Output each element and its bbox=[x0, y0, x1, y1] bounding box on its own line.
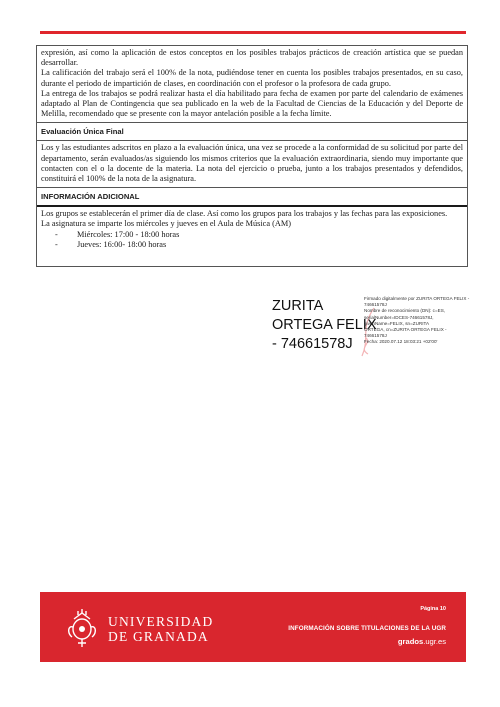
schedule-list bbox=[41, 230, 463, 250]
schedule-item-text: Jueves: 16:00- 18:00 horas bbox=[77, 239, 167, 249]
digital-signature-details: Firmado digitalmente por ZURITA ORTEGA FELIX - 74661578J Nombre de reconocimiento (DN): c=ES, serialNumber=IDCES-74661578J, givenName=FELIX, sn=ZURITA ORTEGA, cn=ZURITA ORTEGA FELIX - 74661578J Fecha: 2020.07.12 18:03:21 +02'00' bbox=[364, 296, 470, 345]
evaluacion-unica-heading: Evaluación Única Final bbox=[37, 123, 467, 141]
ugr-crest-icon bbox=[64, 607, 100, 649]
top-red-rule bbox=[40, 31, 466, 34]
evaluation-continuation-block bbox=[37, 46, 467, 123]
digital-signature-name: ZURITA ORTEGA FELIX - 74661578J bbox=[272, 298, 377, 352]
guide-content-table bbox=[36, 45, 468, 267]
schedule-item-text: Miércoles: 17:00 - 18:00 horas bbox=[77, 229, 180, 239]
university-name-line2: DE GRANADA bbox=[108, 629, 209, 644]
info-line-2: La asignatura se imparte los miércoles y jueves en el Aula de Música (AM) bbox=[41, 219, 291, 229]
info-line-1: Los grupos se establecerán el primer día de clase. Así como los grupos para los trabajos y las fechas para las exposiciones. bbox=[41, 209, 448, 219]
page-number: Página 10 bbox=[420, 606, 446, 612]
evaluacion-unica-block bbox=[37, 141, 467, 188]
continuation-paragraph-2: La calificación del trabajo será el 100% de la nota, pudiéndose tener en cuenta los posibles trabajos presentados, en su caso, durante el periodo de impartición de clases, en coordinación con el profesor o la profesora de cada grupo. bbox=[41, 68, 463, 88]
continuation-paragraph-1: expresión, así como la aplicación de estos conceptos en los posibles trabajos prácticos de creación artística que se puedan desarrollar. bbox=[41, 48, 463, 68]
ugr-footer-banner bbox=[40, 592, 466, 662]
schedule-item: - Jueves: 16:00- 18:00 horas bbox=[55, 239, 167, 249]
footer-title: INFORMACIÓN SOBRE TITULACIONES DE LA UGR bbox=[288, 625, 446, 632]
informacion-adicional-heading: INFORMACIÓN ADICIONAL bbox=[37, 188, 467, 207]
informacion-adicional-block bbox=[37, 207, 467, 267]
university-name-line1: UNIVERSIDAD bbox=[108, 614, 214, 629]
footer-url-link[interactable]: grados.ugr.es bbox=[397, 637, 446, 646]
evaluacion-unica-text: Los y las estudiantes adscritos en plazo a la evaluación única, una vez se procede a la conformidad de su solicitud por parte del departamento, serán evaluados/as siguiendo los mismos criterios que la evaluación extraordinaria, siendo muy importante que contacten con el o la docente de la materia. La nota del ejercicio o prueba, junto a los trabajos presentados y defendidos, constituirá el 100% de la nota de la asignatura. bbox=[41, 143, 463, 184]
continuation-paragraph-3: La entrega de los trabajos se podrá realizar hasta el día habilitado para fecha de examen por parte del calendario de exámenes adaptado al Plan de Contingencia que sea publicado en la web de la Facultad de Ciencias de la Educación y del Deporte de Melilla, recomendado que se presente con la mayor antelación posible a la fecha límite. bbox=[41, 88, 463, 119]
schedule-item: - Miércoles: 17:00 - 18:00 horas bbox=[55, 229, 180, 239]
